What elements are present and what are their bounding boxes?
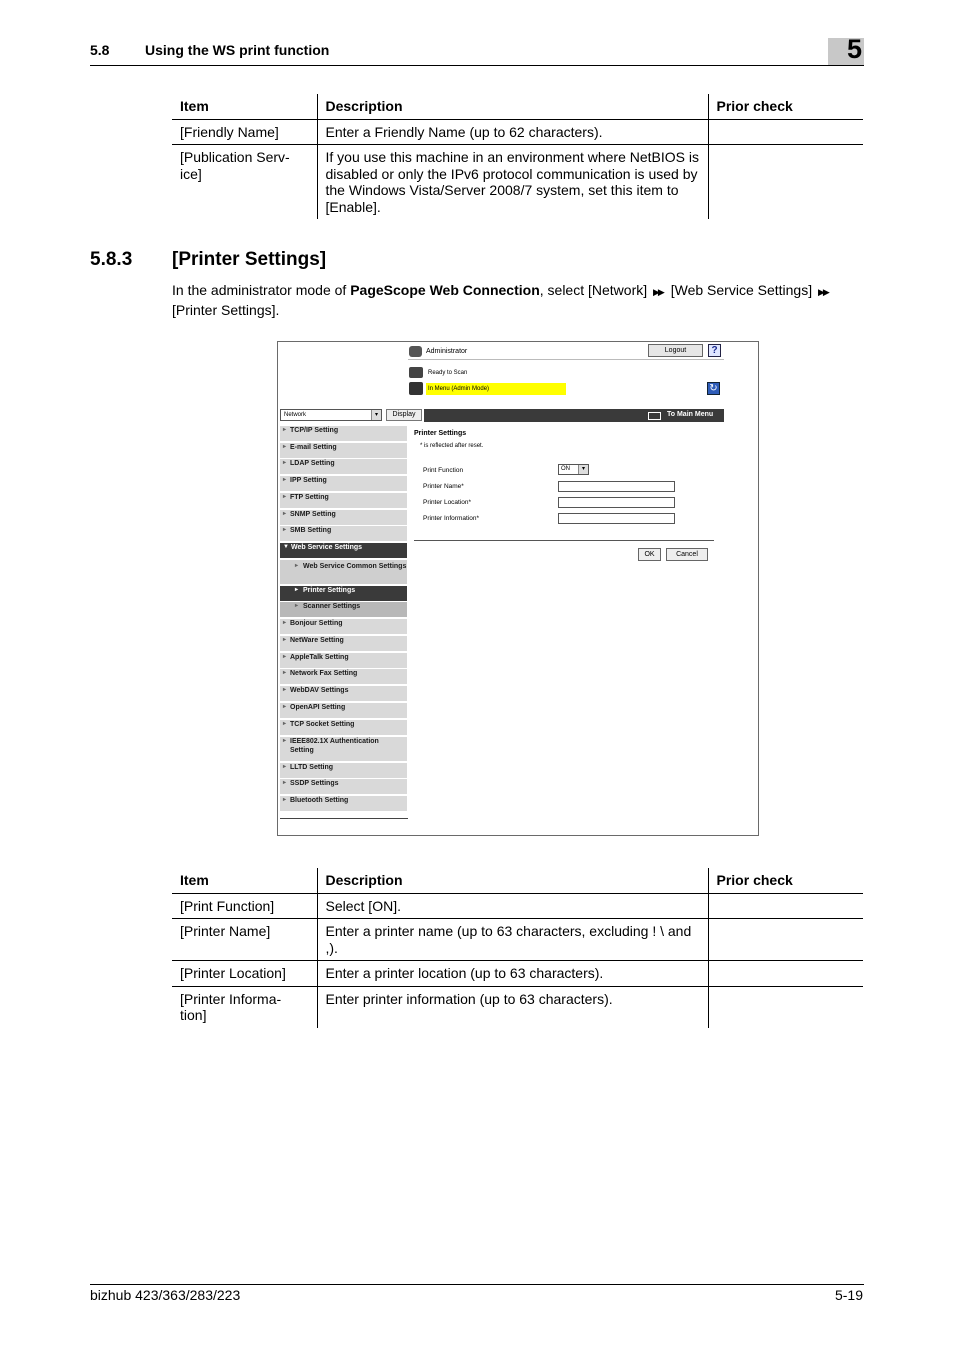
print-function-select[interactable]: ON [558, 464, 589, 475]
printer-information-input[interactable] [558, 513, 675, 524]
main-menu-icon[interactable] [648, 412, 661, 420]
table-cell-prior-check [708, 893, 863, 919]
form-note: * is reflected after reset. [420, 443, 484, 449]
settings-table-1 [172, 94, 863, 219]
table-cell-description: Select [ON]. [317, 893, 708, 919]
table-cell-prior-check [708, 961, 863, 987]
table-cell-item: [Publication Serv- ice] [172, 145, 317, 220]
printer-name-label: Printer Name* [423, 483, 464, 490]
footer-rule [90, 1284, 864, 1285]
nav-subitem-printer-settings[interactable]: ▸ Printer Settings [280, 586, 407, 602]
column-header: Item [172, 94, 317, 119]
web-connection-screenshot [277, 341, 759, 836]
nav-item-bonjour[interactable]: ▸ Bonjour Setting [280, 619, 407, 635]
column-header: Item [172, 868, 317, 893]
printer-icon [409, 367, 423, 378]
table-header-row [172, 94, 863, 119]
table-cell-item: [Printer Name] [172, 919, 317, 961]
table-cell-item: [Printer Location] [172, 961, 317, 987]
table-cell-prior-check [708, 986, 863, 1028]
nav-item-ieee8021x[interactable]: ▸ IEEE802.1X Authentication Setting [280, 737, 407, 762]
cancel-button[interactable]: Cancel [666, 548, 708, 561]
footer-page-number: 5-19 [834, 1287, 863, 1303]
table-row [172, 119, 863, 145]
nav-item-tcp-socket[interactable]: ▸ TCP Socket Setting [280, 720, 407, 736]
nav-item-ftp[interactable]: ▸ FTP Setting [280, 493, 407, 509]
table-cell-prior-check [708, 919, 863, 961]
intro-text: , select [Network] [539, 282, 652, 298]
column-header: Prior check [708, 94, 863, 119]
nav-item-web-service-settings[interactable]: ▼ Web Service Settings [280, 543, 407, 559]
column-header: Description [317, 868, 708, 893]
table-cell-item: [Friendly Name] [172, 119, 317, 145]
form-divider [414, 540, 714, 541]
table-cell-description: Enter a Friendly Name (up to 62 characters). [317, 119, 708, 145]
to-main-menu-link[interactable]: To Main Menu [667, 411, 714, 418]
chevron-down-icon[interactable]: ▾ [578, 465, 588, 474]
status-ready-label: Ready to Scan [428, 370, 468, 376]
intro-app-name: PageScope Web Connection [350, 282, 540, 298]
nav-item-lltd[interactable]: ▸ LLTD Setting [280, 763, 407, 779]
nav-item-ssdp[interactable]: ▸ SSDP Settings [280, 779, 407, 795]
table-cell-description: Enter a printer location (up to 63 characters). [317, 961, 708, 987]
table-row [172, 919, 863, 961]
nav-item-network-fax[interactable]: ▸ Network Fax Setting [280, 669, 407, 685]
printer-location-input[interactable] [558, 497, 675, 508]
intro-paragraph [172, 281, 862, 319]
chevron-down-icon[interactable]: ▾ [371, 410, 381, 420]
nav-item-ldap[interactable]: ▸ LDAP Setting [280, 459, 407, 475]
table-row [172, 986, 863, 1028]
nav-item-bluetooth[interactable]: ▸ Bluetooth Setting [280, 796, 407, 812]
table-cell-item: [Print Function] [172, 893, 317, 919]
nav-subitem-web-service-common[interactable]: ▸ Web Service Common Settings [280, 560, 407, 585]
administrator-label: Administrator [426, 348, 468, 355]
header-section-title: Using the WS print function [145, 42, 330, 58]
printer-information-label: Printer Information* [423, 515, 479, 522]
nav-item-openapi[interactable]: ▸ OpenAPI Setting [280, 703, 407, 719]
refresh-icon[interactable]: ↻ [707, 382, 720, 395]
header-rule [90, 65, 864, 66]
column-header: Prior check [708, 868, 863, 893]
section-title: [Printer Settings] [172, 249, 327, 270]
table-cell-description: Enter a printer name (up to 63 characters, excluding ! \ and ,). [317, 919, 708, 961]
ok-button[interactable]: OK [638, 548, 661, 561]
category-select[interactable]: Network [280, 409, 382, 421]
intro-text: In the administrator mode of [172, 282, 351, 298]
administrator-icon [409, 346, 422, 357]
chapter-number: 5 [846, 34, 862, 64]
printer-icon [409, 382, 423, 395]
nav-item-snmp[interactable]: ▸ SNMP Setting [280, 510, 407, 526]
form-title: Printer Settings [414, 430, 467, 437]
nav-item-email[interactable]: ▸ E-mail Setting [280, 443, 407, 459]
nav-bottom-divider [280, 818, 408, 819]
column-header: Description [317, 94, 708, 119]
table-row [172, 145, 863, 220]
settings-table-2 [172, 868, 863, 1028]
help-icon[interactable]: ? [708, 344, 721, 357]
footer-model: bizhub 423/363/283/223 [90, 1287, 241, 1303]
header-divider [408, 359, 724, 360]
display-button[interactable]: Display [386, 409, 422, 421]
intro-text: [Printer Settings]. [172, 302, 280, 318]
table-row [172, 961, 863, 987]
printer-name-input[interactable] [558, 481, 675, 492]
header-section-number: 5.8 [90, 42, 110, 58]
printer-location-label: Printer Location* [423, 499, 472, 506]
double-arrow-icon: ▶▶ [653, 287, 663, 297]
double-arrow-icon: ▶▶ [818, 287, 828, 297]
table-row [172, 893, 863, 919]
mode-status-bar: In Menu (Admin Mode) [426, 383, 566, 395]
nav-subitem-scanner-settings[interactable]: ▸ Scanner Settings [280, 602, 407, 618]
logout-button[interactable]: Logout [648, 344, 703, 357]
table-header-row [172, 868, 863, 893]
print-function-label: Print Function [423, 467, 464, 474]
intro-text: [Web Service Settings] [666, 282, 816, 298]
section-number: 5.8.3 [90, 249, 133, 270]
table-cell-description: If you use this machine in an environment where NetBIOS is disabled or only the IPv6 protocol communication is used by the Windows Vista/Server 2008/7 system, set this item to [Enable]. [317, 145, 708, 220]
nav-item-ipp[interactable]: ▸ IPP Setting [280, 476, 407, 492]
table-cell-item: [Printer Informa- tion] [172, 986, 317, 1028]
nav-item-appletalk[interactable]: ▸ AppleTalk Setting [280, 653, 407, 669]
nav-item-webdav[interactable]: ▸ WebDAV Settings [280, 686, 407, 702]
table-cell-prior-check [708, 145, 863, 220]
table-cell-prior-check [708, 119, 863, 145]
nav-item-tcpip[interactable]: ▸ TCP/IP Setting [280, 426, 407, 442]
nav-item-smb[interactable]: ▸ SMB Setting [280, 526, 407, 542]
nav-item-netware[interactable]: ▸ NetWare Setting [280, 636, 407, 652]
table-cell-description: Enter printer information (up to 63 characters). [317, 986, 708, 1028]
